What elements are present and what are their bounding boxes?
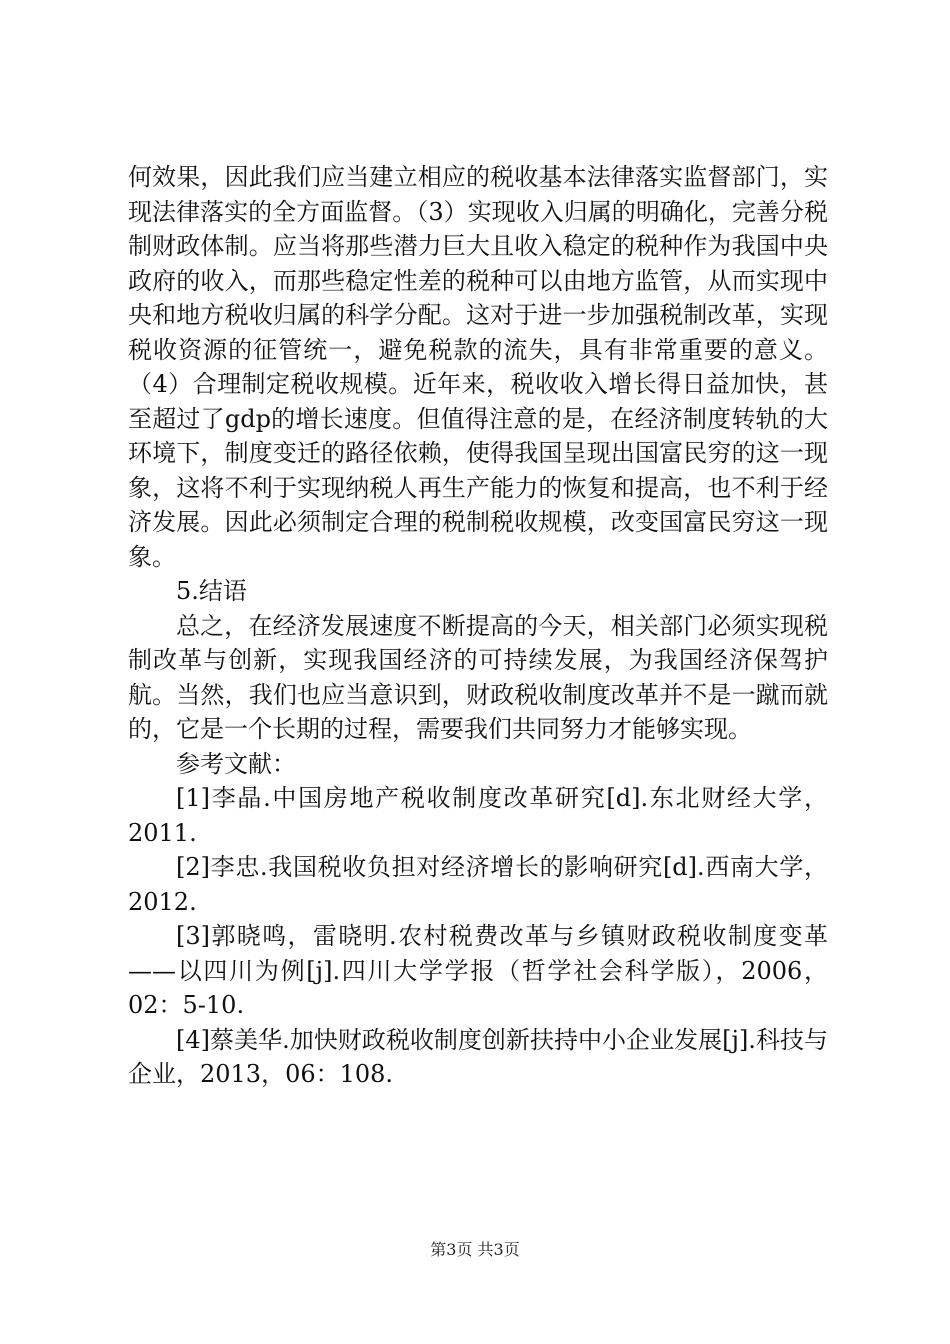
page-footer (0, 1240, 950, 1260)
page-number: 第3页 共3页 (430, 1240, 520, 1259)
body-paragraph-conclusion: 总之，在经济发展速度不断提高的今天，相关部门必须实现税制改革与创新，实现我国经济的可持续发展，为我国经济保驾护航。当然，我们也应当意识到，财政税收制度改革并不是一蹴而就的，它是一个长期的过程，需要我们共同努力才能够实现。 (128, 611, 828, 743)
reference-item-3: [3]郭晓鸣，雷晓明.农村税费改革与乡镇财政税收制度变革——以四川为例[j].四川大学学报（哲学社会科学版），2006，02：5-10. (128, 922, 828, 1019)
section-heading-conclusion: 5.结语 (176, 577, 247, 605)
reference-item-1: [1]李晶.中国房地产税收制度改革研究[d].东北财经大学，2011. (128, 784, 828, 847)
body-paragraph-continued: 何效果，因此我们应当建立相应的税收基本法律落实监督部门，实现法律落实的全方面监督。（3）实现收入归属的明确化，完善分税制财政体制。应当将那些潜力巨大且收入稳定的税种作为我国中央政府的收入，而那些稳定性差的税种可以由地方监管，从而实现中央和地方税收归属的科学分配。这对于进一步加强税制改革，实现税收资源的征管统一，避免税款的流失，具有非常重要的意义。（4）合理制定税收规模。近年来，税收收入增长得日益加快，甚至超过了gdp的增长速度。但值得注意的是，在经济制度转轨的大环境下，制度变迁的路径依赖，使得我国呈现出国富民穷的这一现象，这将不利于实现纳税人再生产能力的恢复和提高，也不利于经济发展。因此必须制定合理的税制税收规模，改变国富民穷这一现象。 (128, 163, 828, 571)
references-heading: 参考文献： (176, 749, 296, 778)
reference-item-4: [4]蔡美华.加快财政税收制度创新扶持中小企业发展[j].科技与企业，2013，06：108. (128, 1025, 828, 1088)
document-body (128, 160, 828, 1092)
reference-item-2: [2]李忠.我国税收负担对经济增长的影响研究[d].西南大学，2012. (128, 853, 828, 916)
